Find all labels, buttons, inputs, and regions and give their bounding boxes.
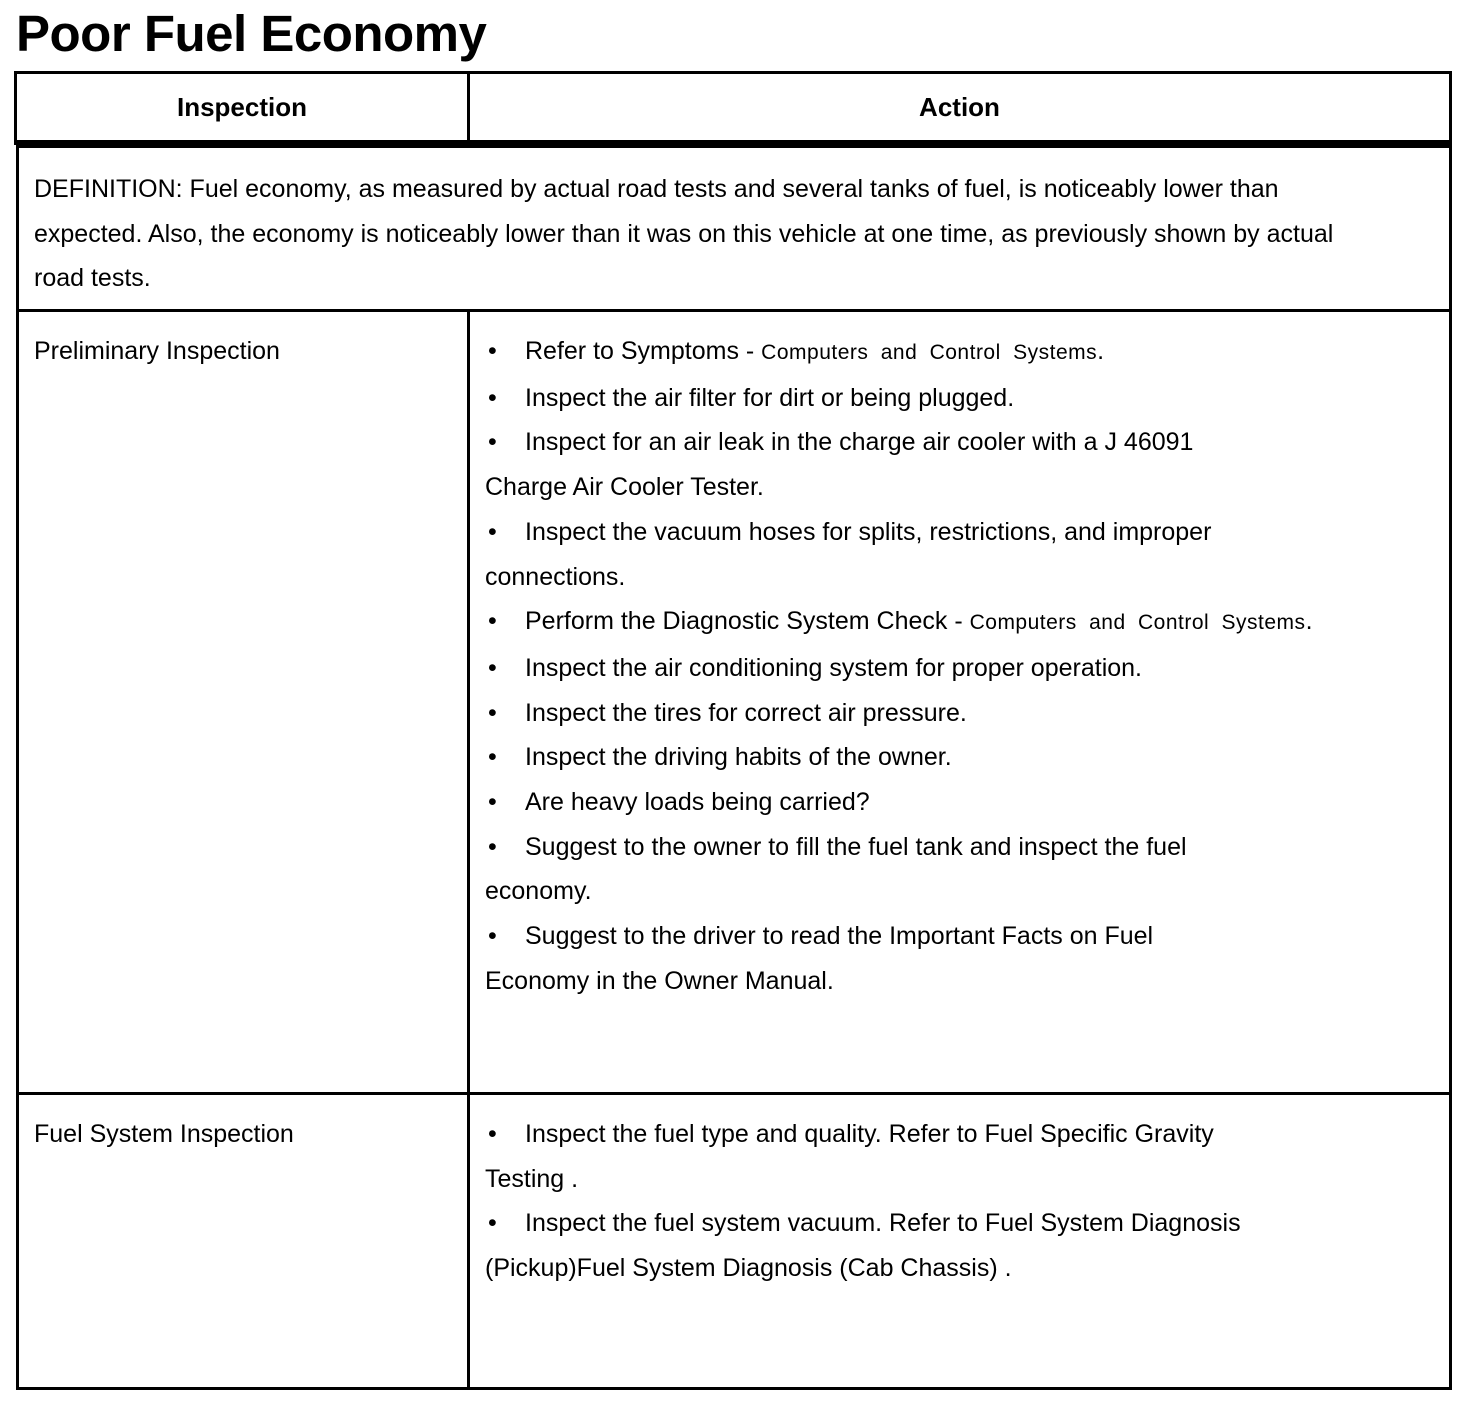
action-text-continued: connections. xyxy=(485,562,626,591)
action-item xyxy=(485,1112,1435,1157)
action-text: Suggest to the owner to fill the fuel tank and inspect the fuel xyxy=(525,832,1187,861)
bullet-icon: • xyxy=(488,832,497,861)
action-text: Inspect the air conditioning system for proper operation. xyxy=(525,653,1143,682)
action-text: Are heavy loads being carried? xyxy=(525,788,870,817)
action-text: Inspect the air filter for dirt or being plugged. xyxy=(525,383,1015,412)
action-item xyxy=(485,329,1435,376)
bullet-icon: • xyxy=(488,653,497,682)
action-list xyxy=(485,1112,1435,1291)
bullet-icon: • xyxy=(488,743,497,772)
action-item xyxy=(485,1201,1435,1246)
action-item xyxy=(485,599,1435,646)
bullet-icon: • xyxy=(488,383,497,412)
bullet-icon: • xyxy=(488,1209,497,1238)
action-text-continued: Testing . xyxy=(485,1164,579,1193)
bullet-icon: • xyxy=(488,1120,497,1148)
table-header xyxy=(14,71,1452,145)
action-text-continued: economy. xyxy=(485,877,592,906)
definition-text: DEFINITION: Fuel economy, as measured by actual road tests and several tanks of fuel, is noticeably lower than expected. Also, the economy is noticeably lower than it was on this vehicle at one time, as previously shown by actual road tests. xyxy=(34,175,1334,293)
action-text: Perform the Diagnostic System Check - xyxy=(525,607,970,636)
action-suffix: . xyxy=(1305,607,1313,636)
action-text-continued: (Pickup)Fuel System Diagnosis (Cab Chassis) . xyxy=(485,1254,1012,1283)
header-action: Action xyxy=(919,91,1000,122)
bullet-icon: • xyxy=(488,428,497,457)
action-item xyxy=(485,825,1435,870)
action-item xyxy=(485,420,1435,465)
action-text: Suggest to the driver to read the Important Facts on Fuel xyxy=(525,922,1154,951)
bullet-icon: • xyxy=(488,788,497,817)
action-item xyxy=(485,691,1435,736)
action-text: Inspect for an air leak in the charge air cooler with a J 46091 xyxy=(525,428,1194,457)
definition-row xyxy=(16,145,1452,312)
action-item xyxy=(485,780,1435,825)
table-row xyxy=(16,309,1452,1095)
header-inspection: Inspection xyxy=(17,74,470,140)
action-text: Inspect the fuel system vacuum. Refer to Fuel System Diagnosis xyxy=(525,1209,1241,1238)
action-item xyxy=(485,510,1435,555)
action-item xyxy=(485,914,1435,959)
table-row xyxy=(16,1092,1452,1390)
reference-link[interactable]: Computers and Control Systems xyxy=(969,611,1306,635)
inspection-label: Preliminary Inspection xyxy=(34,337,280,365)
action-item xyxy=(485,646,1435,691)
inspection-label: Fuel System Inspection xyxy=(34,1120,294,1148)
action-text: Refer to Symptoms - xyxy=(525,337,762,365)
action-text: Inspect the tires for correct air pressure. xyxy=(525,698,967,727)
column-divider xyxy=(467,312,470,1092)
action-text: Inspect the vacuum hoses for splits, restrictions, and improper xyxy=(525,517,1212,546)
action-text-continued: Economy in the Owner Manual. xyxy=(485,966,834,995)
bullet-icon: • xyxy=(488,337,497,365)
action-item xyxy=(485,735,1435,780)
bullet-icon: • xyxy=(488,607,497,636)
reference-link[interactable]: Computers and Control Systems xyxy=(761,341,1098,364)
action-suffix: . xyxy=(1097,337,1105,365)
action-text-continued: Charge Air Cooler Tester. xyxy=(485,473,764,502)
action-text: Inspect the fuel type and quality. Refer to Fuel Specific Gravity xyxy=(525,1120,1214,1148)
action-text: Inspect the driving habits of the owner. xyxy=(525,743,952,772)
action-list xyxy=(485,329,1435,1004)
bullet-icon: • xyxy=(488,698,497,727)
bullet-icon: • xyxy=(488,517,497,546)
page-title: Poor Fuel Economy xyxy=(16,5,487,62)
bullet-icon: • xyxy=(488,922,497,951)
action-item xyxy=(485,376,1435,421)
column-divider xyxy=(467,1095,470,1387)
